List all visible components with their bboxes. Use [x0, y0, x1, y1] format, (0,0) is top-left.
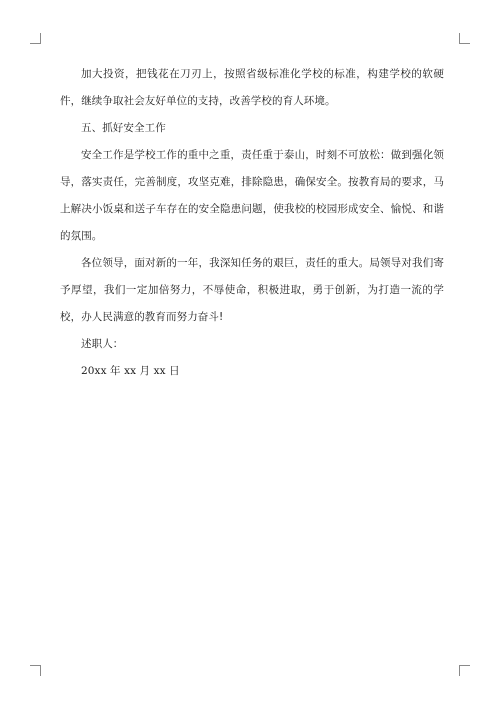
signature-label: 述职人：: [81, 338, 124, 350]
crop-mark-top-right: [459, 33, 470, 44]
section-heading-safety: 五、抓好安全工作: [81, 122, 166, 134]
crop-mark-bottom-right: [459, 665, 470, 676]
crop-mark-bottom-left: [30, 665, 41, 676]
signature-date: 20xx 年 xx 月 xx 日: [81, 365, 180, 377]
document-body: [60, 61, 444, 385]
para-safety: 安全工作是学校工作的重中之重，责任重于泰山，时刻不可放松：做到强化领导，落实责任，完善制度，攻坚克难，排除隐患，确保安全。按教育局的要求，马上解决小饭桌和送子车存在的安全隐患问题，使我校的校园形成安全、愉悦、和谐的氛围。: [60, 149, 444, 242]
crop-mark-top-left: [30, 33, 41, 44]
para-investment: 加大投资，把钱花在刀刃上，按照省级标准化学校的标准，构建学校的软硬件，继续争取社会友好单位的支持，改善学校的育人环境。: [60, 68, 444, 107]
para-closing: 各位领导，面对新的一年，我深知任务的艰巨，责任的重大。局领导对我们寄予厚望，我们一定加倍努力，不辱使命，积极进取，勇于创新，为打造一流的学校，办人民满意的教育而努力奋斗!: [60, 257, 444, 323]
